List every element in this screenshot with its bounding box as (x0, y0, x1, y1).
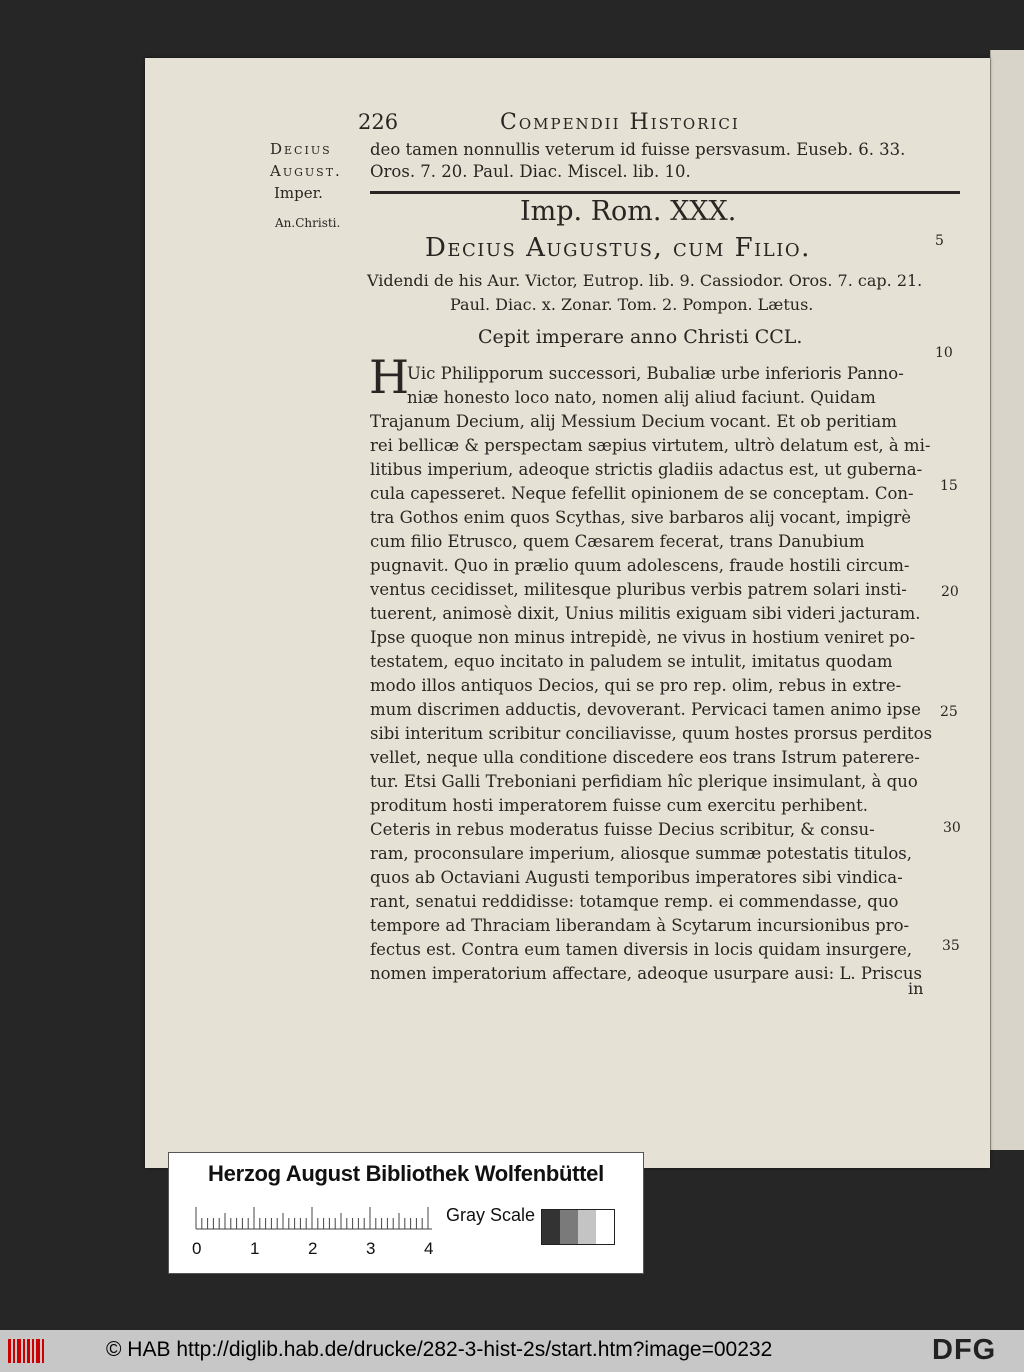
text-line: quos ab Octaviani Augusti temporibus imperatores sibi vindica- (370, 868, 903, 887)
text-line: modo illos antiquos Decios, qui se pro rep. olim, rebus in extre- (370, 676, 902, 695)
ruler-label: 0 (192, 1239, 202, 1258)
text-line: cum filio Etrusco, quem Cæsarem fecerat, trans Danubium (370, 532, 865, 551)
gray-patch (578, 1210, 596, 1244)
gray-scale-patches (541, 1209, 615, 1245)
text-line: vellet, neque ulla conditione discedere eos trans Istrum paterere- (370, 748, 920, 767)
horizontal-rule (370, 191, 960, 194)
sources-line: Paul. Diac. x. Zonar. Tom. 2. Pompon. Lætus. (450, 295, 814, 314)
section-title: Imp. Rom. XXX. (520, 196, 737, 227)
text-line: proditum hosti imperatorem fuisse cum exercitu perhibent. (370, 796, 869, 815)
line-number: 35 (942, 938, 960, 954)
marginal-note-line: August. (270, 162, 342, 180)
marginal-note-line: Imper. (274, 184, 323, 202)
text-line: Trajanum Decium, alij Messium Decium vocant. Et ob peritiam (370, 412, 897, 431)
text-line: ram, proconsulare imperium, aliosque summæ potestatis titulos, (370, 844, 912, 863)
text-line: nomen imperatorium affectare, adeoque usurpare ausi: L. Priscus (370, 964, 922, 983)
line-number: 20 (941, 584, 959, 600)
text-line: tra Gothos enim quos Scythas, sive barbaros alij vocant, impigrè (370, 508, 912, 527)
library-name: Herzog August Bibliothek Wolfenbüttel (208, 1161, 604, 1186)
text-line: tempore ad Thraciam liberandam à Scytarum incursionibus pro- (370, 916, 910, 935)
text-line: Ceteris in rebus moderatus fuisse Decius scribitur, & consu- (370, 820, 875, 839)
text-line: Ipse quoque non minus intrepidè, ne vivus in hostium veniret po- (370, 628, 916, 647)
ruler-icon (194, 1201, 434, 1231)
viewer-footer (0, 1330, 1024, 1372)
sources-line: Videndi de his Aur. Victor, Eutrop. lib. 9. Cassiodor. Oros. 7. cap. 21. (367, 271, 923, 290)
line-number: 30 (943, 820, 961, 836)
text-line: mum discrimen adductis, devoverant. Pervicaci tamen animo ipse (370, 700, 921, 719)
gray-patch (560, 1210, 578, 1244)
text-line: pugnavit. Quo in prælio quum adolescens, fraude hostili circum- (370, 556, 910, 575)
text-line: rei bellicæ & perspectam sæpius virtutem, ultrò delatum est, à mi- (370, 436, 931, 455)
text-line: Oros. 7. 20. Paul. Diac. Miscel. lib. 10. (370, 162, 691, 181)
text-line: tur. Etsi Galli Treboniani perfidiam hîc plerique insimulant, à quo (370, 772, 918, 791)
line-number: 5 (935, 233, 944, 249)
text-line: Uic Philipporum successori, Bubaliæ urbe inferioris Panno- (407, 364, 904, 383)
marginal-note-line: Decius (270, 140, 332, 158)
text-line: tuerent, animosè dixit, Unius militis exiguam sibi videri jacturam. (370, 604, 921, 623)
marginal-note-line: An.Christi. (275, 216, 341, 230)
text-line: litibus imperium, adeoque strictis gladiis adactus est, ut guberna- (370, 460, 923, 479)
line-number: 10 (935, 345, 953, 361)
permalink-text[interactable]: © HAB http://diglib.hab.de/drucke/282-3-hist-2s/start.htm?image=00232 (106, 1338, 773, 1361)
color-target-card (168, 1152, 644, 1274)
line-number: 15 (940, 478, 958, 494)
ruler-label: 4 (424, 1239, 434, 1258)
ruler-label: 1 (250, 1239, 260, 1258)
ruler-label: 3 (366, 1239, 376, 1258)
text-line: cula capesseret. Neque fefellit opinionem de se conceptam. Con- (370, 484, 914, 503)
running-header: Compendii Historici (500, 110, 740, 135)
facing-page-edge (990, 50, 1024, 1150)
gray-patch (596, 1210, 614, 1244)
text-line: niæ honesto loco nato, nomen alij aliud faciunt. Quidam (407, 388, 876, 407)
text-line: deo tamen nonnullis veterum id fuisse persvasum. Euseb. 6. 33. (370, 140, 906, 159)
ruler-label: 2 (308, 1239, 318, 1258)
gray-patch (542, 1210, 560, 1244)
emperor-title: Decius Augustus, cum Filio. (425, 233, 811, 263)
text-line: fectus est. Contra eum tamen diversis in locis quidam insurgere, (370, 940, 912, 959)
catchword: in (908, 979, 924, 998)
text-line: ventus cecidisset, militesque pluribus verbis patrem solari insti- (370, 580, 907, 599)
page-number: 226 (358, 110, 399, 134)
drop-cap: H (369, 350, 410, 404)
reign-start: Cepit imperare anno Christi CCL. (478, 326, 803, 348)
barcode-icon (8, 1339, 44, 1363)
text-line: rant, senatui reddidisse: totamque remp. ei commendasse, quo (370, 892, 899, 911)
book-page (145, 58, 990, 1168)
text-line: testatem, equo incitato in paludem se intulit, imitatus quodam (370, 652, 893, 671)
dfg-logo: DFG (932, 1334, 997, 1366)
line-number: 25 (940, 704, 958, 720)
text-line: sibi interitum scribitur conciliavisse, quum hostes prorsus perditos (370, 724, 933, 743)
gray-scale-label: Gray Scale (446, 1205, 536, 1225)
